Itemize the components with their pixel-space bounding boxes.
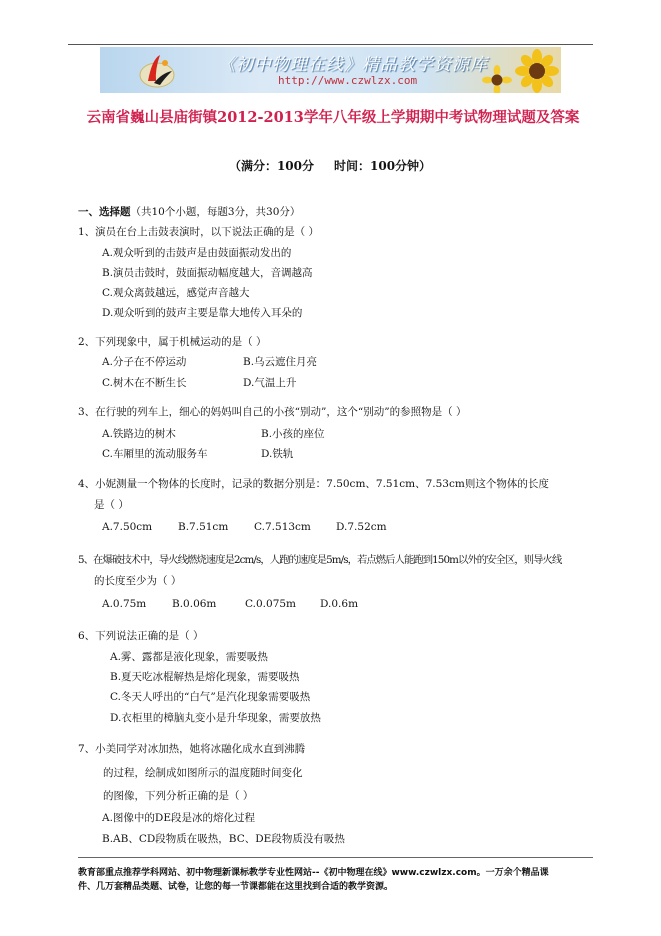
site-banner[interactable] <box>100 47 561 93</box>
banner-url[interactable]: http://www.czwlzx.com <box>278 74 418 87</box>
q6-option-c: C.冬天人呼出的“白气”是汽化现象需要吸热 <box>110 691 311 703</box>
banner-title: 《初中物理在线》精品教学资源库 <box>218 55 488 75</box>
q7-option-b: B.AB、CD段物质在吸热，BC、DE段物质没有吸热 <box>102 833 345 845</box>
q5-stem-continued: 的长度至少为（ ） <box>94 575 182 587</box>
q3-option-b: B.小孩的座位 <box>261 428 325 440</box>
q4-option-c: C.7.513cm <box>254 521 311 533</box>
header-rule <box>68 44 593 45</box>
q4-option-a: A.7.50cm <box>102 521 153 533</box>
footer-line-2: 件、几万套精品类题、试卷，让您的每一节课都能在这里找到合适的教学资源。 <box>78 882 394 892</box>
q6-stem: 6、下列说法正确的是（ ） <box>78 630 204 642</box>
time-label: 时间：100分钟） <box>334 159 432 173</box>
q4-option-d: D.7.52cm <box>336 521 387 533</box>
footer-rule <box>78 857 593 858</box>
q7-stem-line2: 的过程，绘制成如图所示的温度随时间变化 <box>103 767 303 779</box>
q1-option-b: B.演员击鼓时，鼓面振动幅度越大，音调越高 <box>102 267 313 279</box>
q4-stem: 4、小妮测量一个物体的长度时，记录的数据分别是：7.50cm、7.51cm、7.53cm则这个物体的长度 <box>78 478 549 490</box>
section-heading <box>78 204 300 219</box>
q5-option-a: A.0.75m <box>102 598 147 610</box>
sunflower-icon <box>515 49 559 93</box>
q3-option-a: A.铁路边的树木 <box>102 428 176 440</box>
q6-option-b: B.夏天吃冰棍解热是熔化现象，需要吸热 <box>110 671 300 683</box>
exam-meta <box>200 157 460 174</box>
q3-option-d: D.铁轨 <box>261 448 294 460</box>
q6-option-a: A.雾、露都是液化现象，需要吸热 <box>110 651 268 663</box>
q5-option-c: C.0.075m <box>245 598 297 610</box>
site-logo-icon <box>138 51 176 91</box>
q6-option-d: D.衣柜里的樟脑丸变小是升华现象，需要放热 <box>110 712 321 724</box>
q1-option-c: C.观众离鼓越远，感觉声音越大 <box>102 287 250 299</box>
q1-option-a: A.观众听到的击鼓声是由鼓面振动发出的 <box>102 247 292 259</box>
q3-stem: 3、在行驶的列车上，细心的妈妈叫自己的小孩“别动”，这个“别动”的参照物是（ ） <box>78 406 467 418</box>
q5-stem: 5、在爆破技术中，导火线燃烧速度是2cm/s，人跑的速度是5m/s，若点燃后人能跑到150m以外的安全区，则导火线 <box>78 554 562 566</box>
q2-option-a: A.分子在不停运动 <box>102 356 187 368</box>
q2-option-d: D.气温上升 <box>243 377 297 389</box>
q5-option-b: B.0.06m <box>172 598 217 610</box>
sunflower-small-icon <box>482 65 512 93</box>
q1-stem: 1、演员在台上击鼓表演时，以下说法正确的是（ ） <box>78 226 320 238</box>
q7-stem-line3: 的图像，下列分析正确的是（ ） <box>103 790 254 802</box>
q7-option-a: A.图像中的DE段是冰的熔化过程 <box>102 812 256 824</box>
q5-option-d: D.0.6m <box>320 598 359 610</box>
section-note: （共10个小题，每题3分，共30分） <box>130 206 301 218</box>
page-footer <box>78 866 598 894</box>
q2-option-c: C.树木在不断生长 <box>102 377 187 389</box>
q4-stem-continued: 是（ ） <box>94 499 129 511</box>
q4-option-b: B.7.51cm <box>178 521 229 533</box>
q1-option-d: D.观众听到的鼓声主要是靠大地传入耳朵的 <box>102 307 303 319</box>
section-title: 一、选择题 <box>78 206 131 218</box>
q2-stem: 2、下列现象中，属于机械运动的是（ ） <box>78 336 267 348</box>
document-title: 云南省巍山县庙街镇2012-2013学年八年级上学期期中考试物理试题及答案 <box>86 109 580 126</box>
footer-line-1: 教育部重点推荐学科网站、初中物理新课标教学专业性网站--《初中物理在线》www.czwlzx.com。一万余个精品课 <box>78 868 549 878</box>
q2-option-b: B.乌云遮住月亮 <box>243 356 318 368</box>
q7-stem: 7、小美同学对冰加热，她将冰融化成水直到沸腾 <box>78 743 306 755</box>
q3-option-c: C.车厢里的流动服务车 <box>102 448 208 460</box>
score-label: （满分：100分 <box>228 159 314 173</box>
